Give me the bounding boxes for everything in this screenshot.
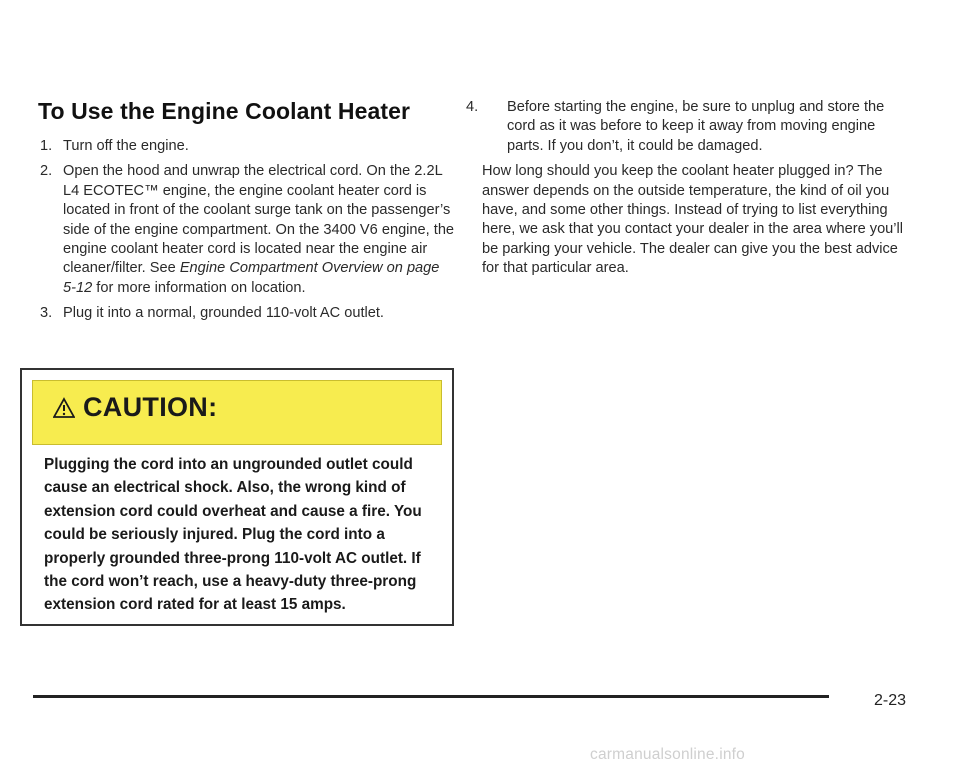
step-item-4 bbox=[466, 98, 912, 156]
caution-text: Plugging the cord into an ungrounded outlet could cause an electrical shock. Also, the wrong kind of extension cord could overheat and cause a fire. You could be seriously injured. Plug the cord into a properly grounded three-prong 110-volt AC outlet. If the cord won’t reach, use a heavy-duty three-prong extension cord rated for at least 15 amps. bbox=[44, 456, 422, 614]
warning-triangle-icon bbox=[53, 397, 75, 419]
step-item-3 bbox=[38, 304, 456, 323]
caution-header bbox=[32, 380, 442, 445]
steps-list-right bbox=[466, 98, 912, 156]
step-text: Plug it into a normal, grounded 110-volt AC outlet. bbox=[63, 305, 384, 322]
cross-reference-link[interactable]: Engine Compartment Overview on page 5-12 bbox=[63, 260, 440, 296]
footer-rule bbox=[33, 695, 829, 698]
watermark: carmanualsonline.info bbox=[590, 746, 745, 763]
step-text: Before starting the engine, be sure to unplug and store the cord as it was before to keep it away from moving engine parts. If you don’t, it could be damaged. bbox=[507, 99, 885, 154]
caution-title: CAUTION: bbox=[83, 392, 218, 422]
step-item-2 bbox=[38, 162, 456, 298]
page-number: 2-23 bbox=[874, 692, 907, 709]
step-number: 4. bbox=[466, 99, 479, 115]
step-number: 2. bbox=[40, 163, 53, 180]
steps-list-left bbox=[38, 137, 456, 324]
right-column bbox=[466, 98, 912, 279]
step-text: Turn off the engine. bbox=[63, 138, 189, 154]
left-column bbox=[38, 98, 456, 330]
step-text-continued: for more information on location. bbox=[92, 279, 306, 296]
step-text: Open the hood and unwrap the electrical cord. On the 2.2L L4 ECOTEC™ engine, the engine coolant heater cord is located in front of the coolant surge tank on the passenger’s side of the engine compartment. On the 3400 V6 engine, the engine coolant heater cord is located near the engine air cleaner/filter. See bbox=[63, 163, 455, 277]
section-title: To Use the Engine Coolant Heater bbox=[38, 98, 411, 124]
caution-box bbox=[20, 368, 454, 626]
step-number: 3. bbox=[40, 305, 53, 322]
step-number: 1. bbox=[40, 138, 53, 154]
step-item-1 bbox=[38, 137, 456, 156]
body-paragraph: How long should you keep the coolant heater plugged in? The answer depends on the outside temperature, the kind of oil you have, and some other things. Instead of trying to list everything here, we ask that you contact your dealer in the area where you’ll be parking your vehicle. The dealer can give you the best advice for that particular area. bbox=[482, 163, 904, 277]
